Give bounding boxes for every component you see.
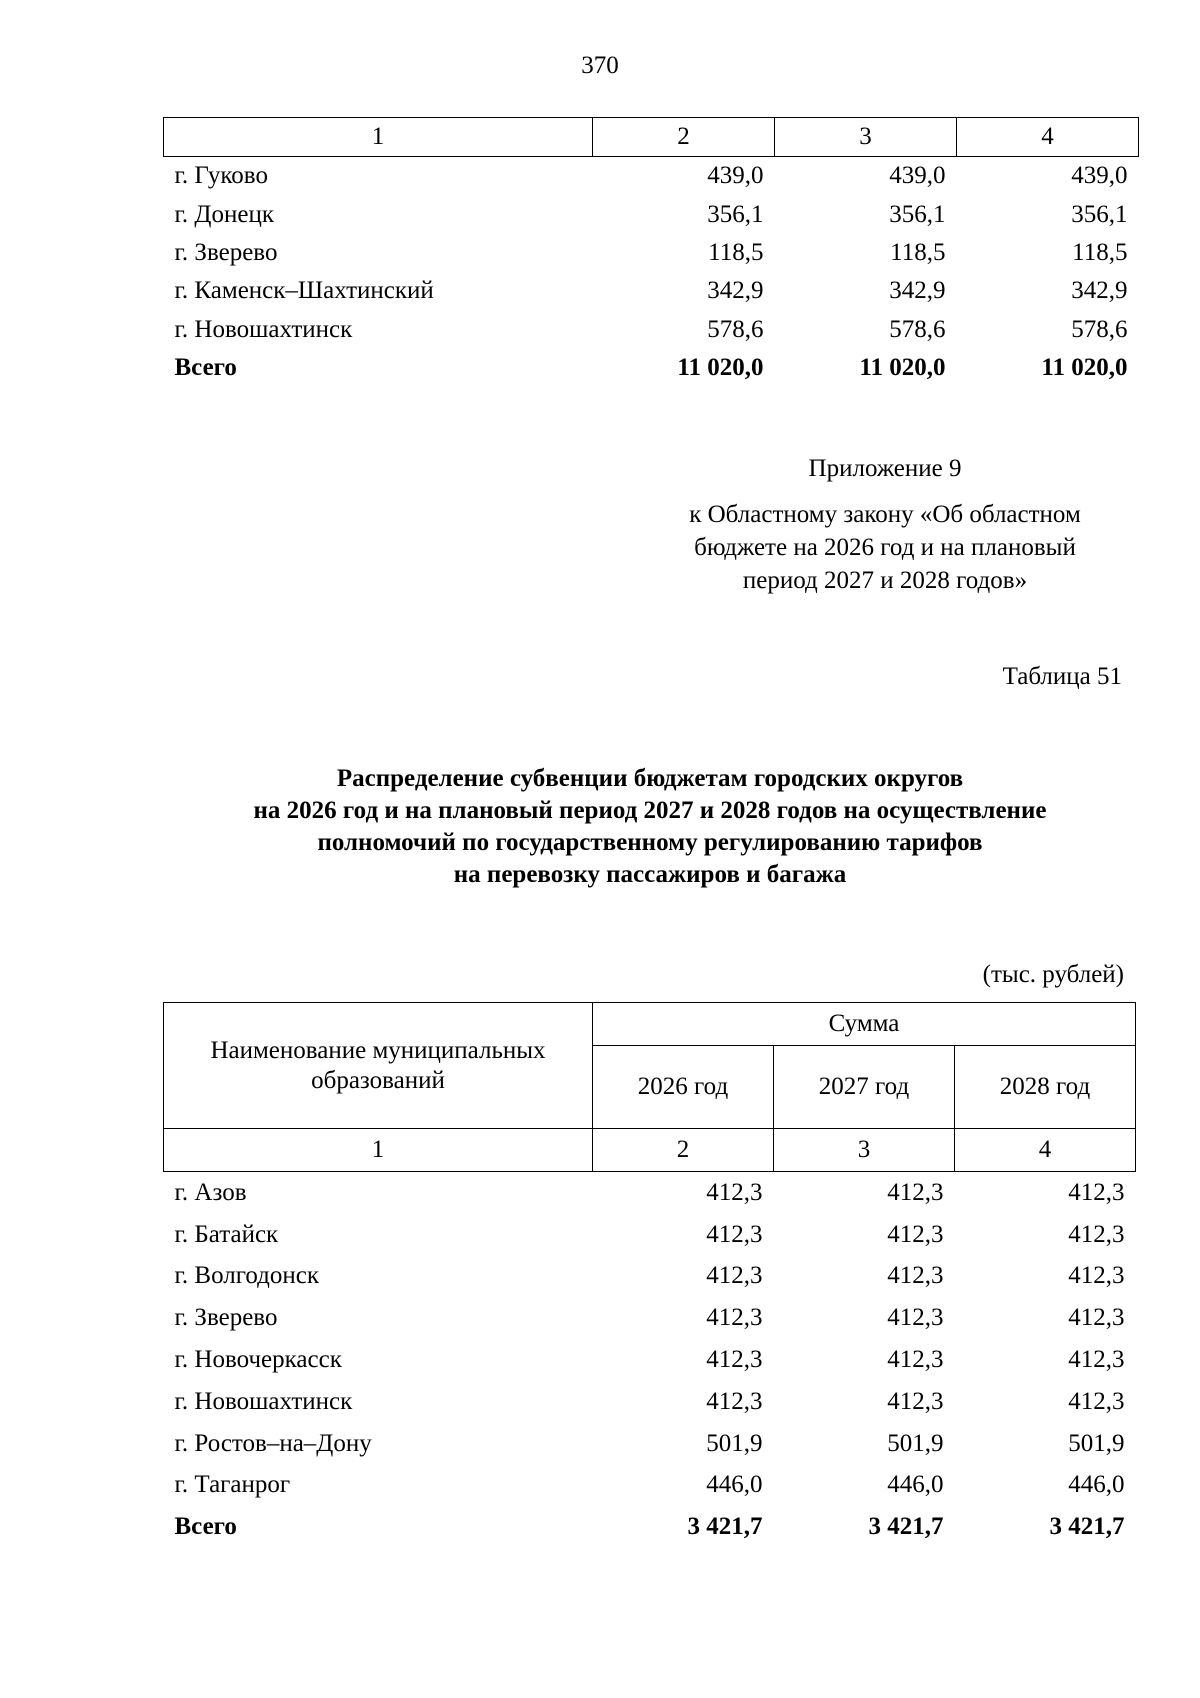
municipality-name: г. Волгодонск [174,1262,320,1290]
municipality-name: г. Новошахтинск [174,1387,353,1415]
table-row [164,1297,1136,1339]
value-2028: 446,0 [1068,1471,1125,1499]
total-2027: 3 421,7 [868,1513,944,1541]
total-row [164,1506,1136,1548]
appendix-title: Приложение 9 [808,455,962,482]
municipality-name: г. Таганрог [174,1471,291,1499]
total-2026: 11 020,0 [677,354,764,382]
value-2026: 118,5 [708,238,764,266]
year-header: 2028 год [955,1046,1136,1129]
municipality-name: г. Каменск–Шахтинский [174,277,434,305]
value-2026: 342,9 [707,277,764,305]
appendix-line: бюджете на 2026 год и на плановый [694,534,1076,561]
value-2026: 412,3 [706,1346,763,1374]
municipality-name: г. Донецк [174,200,274,228]
column-number: 4 [957,118,1139,157]
value-2026: 501,9 [706,1429,763,1457]
total-2028: 3 421,7 [1049,1513,1125,1541]
value-2026: 578,6 [707,315,764,343]
column-number: 3 [775,118,957,157]
value-2027: 412,3 [887,1220,944,1248]
value-2027: 439,0 [889,162,946,190]
year-header: 2026 год [593,1046,774,1129]
municipality-name: г. Азов [174,1178,247,1206]
title-line: полномочий по государственному регулированию тарифов [317,829,983,856]
column-number: 3 [774,1129,955,1172]
sum-header: Сумма [593,1003,1136,1046]
appendix-reference [645,498,1125,597]
value-2026: 412,3 [706,1387,763,1415]
year-header: 2027 год [774,1046,955,1129]
value-2026: 412,3 [706,1262,763,1290]
value-2026: 412,3 [706,1220,763,1248]
name-column-header [164,1003,593,1129]
column-number-row [164,118,1139,157]
table-row [164,1339,1136,1381]
appendix-line: к Областному закону «Об областном [689,501,1081,528]
continuation-table [163,117,1139,387]
total-label: Всего [174,1513,237,1541]
value-2027: 412,3 [887,1346,944,1374]
value-2026: 439,0 [707,162,764,190]
total-row [164,349,1139,387]
subvention-table [163,1002,1136,1548]
value-2026: 412,3 [706,1178,763,1206]
value-2028: 501,9 [1068,1429,1125,1457]
appendix-line: период 2027 и 2028 годов» [742,567,1028,594]
value-2028: 118,5 [1072,238,1128,266]
document-title [150,763,1150,891]
value-2026: 356,1 [707,200,764,228]
value-2028: 439,0 [1071,162,1128,190]
header-line: Наименование муниципальных [210,1036,546,1064]
total-2027: 11 020,0 [859,354,946,382]
municipality-name: г. Новошахтинск [174,315,353,343]
table-label: Таблица 51 [1002,663,1122,690]
table-row [164,1214,1136,1256]
column-number-row [164,1129,1136,1172]
title-line: Распределение субвенции бюджетам городских округов [336,765,964,792]
title-line: на перевозку пассажиров и багажа [453,861,847,888]
value-2026: 412,3 [706,1304,763,1332]
table-row [164,1381,1136,1423]
units-label: (тыс. рублей) [982,961,1124,988]
municipality-name: г. Батайск [174,1220,279,1248]
value-2028: 412,3 [1068,1220,1125,1248]
municipality-name: г. Новочеркасск [174,1346,342,1374]
value-2027: 412,3 [887,1178,944,1206]
column-number: 1 [164,1129,593,1172]
table-row [164,311,1139,349]
column-number: 1 [164,118,593,157]
value-2027: 446,0 [887,1471,944,1499]
value-2027: 412,3 [887,1304,944,1332]
value-2028: 342,9 [1071,277,1128,305]
municipality-name: г. Зверево [174,1304,278,1332]
title-line: на 2026 год и на плановый период 2027 и 2028 годов на осуществление [253,797,1047,824]
column-number: 4 [955,1129,1136,1172]
column-number: 2 [593,1129,774,1172]
value-2027: 578,6 [889,315,946,343]
table-row [164,195,1139,233]
table-row [164,1172,1136,1214]
value-2027: 412,3 [887,1262,944,1290]
total-2028: 11 020,0 [1041,354,1128,382]
municipality-name: г. Зверево [174,238,278,266]
municipality-name: г. Гуково [174,162,268,190]
table-row [164,1465,1136,1507]
table-row [164,272,1139,310]
table-row [164,157,1139,196]
value-2028: 578,6 [1071,315,1128,343]
value-2028: 412,3 [1068,1346,1125,1374]
table-row [164,1256,1136,1298]
value-2028: 412,3 [1068,1262,1125,1290]
value-2027: 342,9 [889,277,946,305]
value-2027: 118,5 [890,238,946,266]
value-2028: 356,1 [1071,200,1128,228]
municipality-name: г. Ростов–на–Дону [174,1429,372,1457]
column-number: 2 [593,118,775,157]
value-2028: 412,3 [1068,1304,1125,1332]
value-2027: 412,3 [887,1387,944,1415]
total-2026: 3 421,7 [687,1513,763,1541]
table-row [164,1423,1136,1465]
value-2027: 501,9 [887,1429,944,1457]
page-number: 370 [581,52,619,79]
value-2027: 356,1 [889,200,946,228]
total-label: Всего [174,354,237,382]
header-line: образований [311,1066,445,1094]
value-2028: 412,3 [1068,1178,1125,1206]
table-row [164,234,1139,272]
header-row [164,1003,1136,1046]
value-2028: 412,3 [1068,1387,1125,1415]
value-2026: 446,0 [706,1471,763,1499]
